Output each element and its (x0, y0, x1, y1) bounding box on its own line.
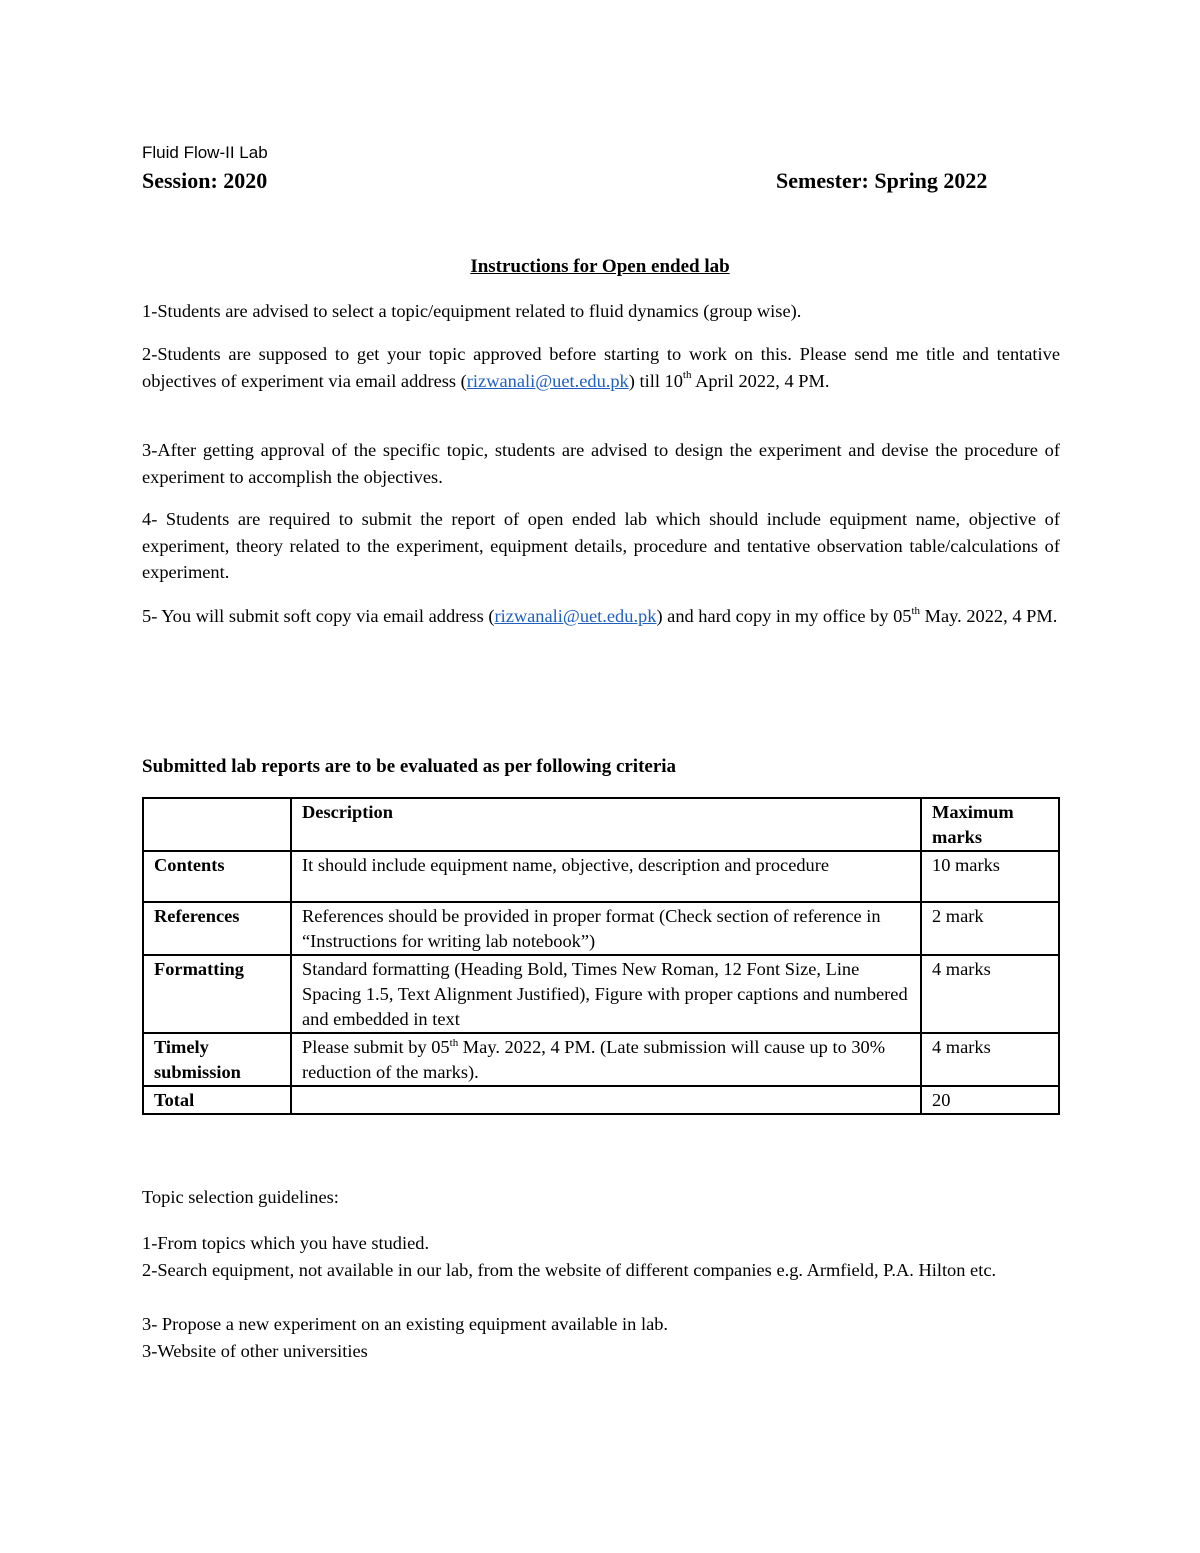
page-title: Instructions for Open ended lab (470, 256, 730, 277)
ordinal-suffix: th (449, 1036, 459, 1049)
description-text: Please submit by 05 (302, 1037, 450, 1057)
table-total-row (143, 1086, 1059, 1114)
table-header-cell (143, 798, 291, 851)
table-row (143, 851, 1059, 902)
ordinal-suffix: th (911, 604, 921, 617)
instruction-item-5-text-mid: ) and hard copy in my office by 05 (656, 606, 912, 626)
session-label: Session: 2020 (142, 168, 268, 193)
description-cell: References should be provided in proper format (Check section of reference in “Instructions for writing lab notebook”) (291, 902, 921, 955)
description-cell: Standard formatting (Heading Bold, Times New Roman, 12 Font Size, Line Spacing 1.5, Text Alignment Justified), Figure with proper captions and numbered and embedded in text (291, 955, 921, 1033)
table-header-row (143, 798, 1059, 851)
topic-guidelines-heading: Topic selection guidelines: (142, 1187, 339, 1207)
marks-cell: 20 (921, 1086, 1059, 1114)
criteria-heading: Submitted lab reports are to be evaluated as per following criteria (142, 756, 677, 777)
criterion-cell: Formatting (143, 955, 291, 1033)
topic-guideline-item: 1-From topics which you have studied. (142, 1233, 430, 1253)
semester-label: Semester: Spring 2022 (776, 168, 988, 193)
marks-cell: 10 marks (921, 851, 1059, 902)
table-header-cell: Maximum marks (921, 798, 1059, 851)
criteria-table (142, 797, 1060, 1115)
table-row (143, 955, 1059, 1033)
table-row (143, 1033, 1059, 1086)
table-row (143, 902, 1059, 955)
marks-cell: 4 marks (921, 1033, 1059, 1086)
instruction-item-4: 4- Students are required to submit the report of open ended lab which should include equipment name, objective of experiment, theory related to the experiment, equipment details, procedure and tentative observation table/calculations of experiment. (142, 509, 1060, 582)
email-link[interactable]: rizwanali@uet.edu.pk (466, 370, 629, 391)
description-cell (291, 1086, 921, 1114)
criterion-cell: Total (143, 1086, 291, 1114)
instruction-item-5-text: 5- You will submit soft copy via email address ( (142, 606, 495, 626)
topic-guideline-item: 3-Website of other universities (142, 1341, 368, 1361)
instruction-item-2-text: 2-Students are supposed to get your topic approved before starting to work on this. Please send me title and tentative objectives of experiment via email address ( (142, 344, 1060, 391)
criterion-cell: Timely submission (143, 1033, 291, 1086)
instruction-item-5-text-end: May. 2022, 4 PM. (920, 606, 1058, 626)
email-link[interactable]: rizwanali@uet.edu.pk (494, 606, 657, 626)
description-text-end: May. 2022, 4 PM. (Late submission will cause up to 30% reduction of the marks). (302, 1037, 886, 1082)
marks-cell: 4 marks (921, 955, 1059, 1033)
instruction-item-3: 3-After getting approval of the specific topic, students are advised to design the experiment and devise the procedure of experiment to accomplish the objectives. (142, 440, 1060, 487)
topic-guideline-item: 2-Search equipment, not available in our lab, from the website of different companies e.g. Armfield, P.A. Hilton etc. (142, 1260, 997, 1280)
criterion-cell: References (143, 902, 291, 955)
instruction-item-2 (142, 341, 1060, 394)
criterion-cell: Contents (143, 851, 291, 902)
description-cell: It should include equipment name, objective, description and procedure (291, 851, 921, 902)
table-header-cell: Description (291, 798, 921, 851)
instruction-item-5 (142, 603, 1060, 630)
instruction-item-1: 1-Students are advised to select a topic/equipment related to fluid dynamics (group wise). (142, 301, 802, 321)
ordinal-suffix: th (682, 369, 692, 382)
instruction-item-2-text-mid: ) till 10 (628, 370, 683, 391)
description-cell (291, 1033, 921, 1086)
topic-guideline-item: 3- Propose a new experiment on an existing equipment available in lab. (142, 1314, 669, 1334)
instruction-item-2-text-end: April 2022, 4 PM. (691, 370, 830, 391)
marks-cell: 2 mark (921, 902, 1059, 955)
course-name: Fluid Flow-II Lab (142, 143, 268, 162)
